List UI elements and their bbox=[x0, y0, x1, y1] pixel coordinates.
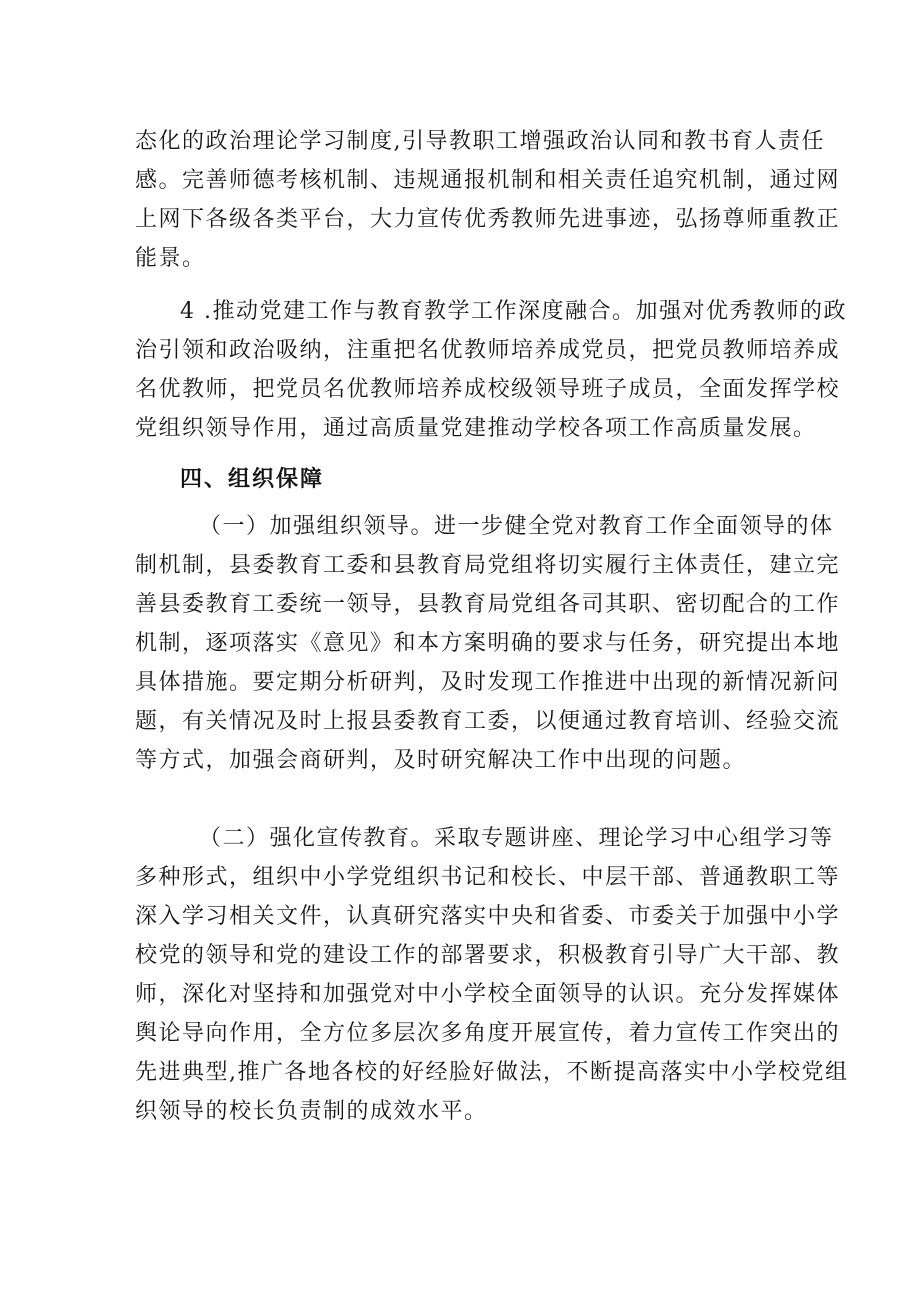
paragraph-line: 上网下各级各类平台，大力宣传优秀教师先进事迹，弘扬尊师重教正 bbox=[135, 207, 841, 232]
paragraph-line: 多种形式，组织中小学党组织书记和校长、中层干部、普通教职工等 bbox=[135, 865, 841, 890]
paragraph-line: 态化的政治理论学习制度,引导教职工增强政治认同和教书育人责任 bbox=[135, 129, 825, 154]
paragraph-line: 织领导的校长负责制的成效水平。 bbox=[135, 1099, 488, 1124]
paragraph-line: 能景。 bbox=[135, 246, 206, 271]
paragraph-line: 善县委教育工委统一领导，县教育局党组各司其职、密切配合的工作 bbox=[135, 592, 841, 617]
paragraph-line: （二）强化宣传教育。采取专题讲座、理论学习中心组学习等 bbox=[199, 826, 834, 851]
paragraph-line: 机制，逐项落实《意见》和本方案明确的要求与任务，研究提出本地 bbox=[135, 631, 841, 656]
paragraph-line: 党组织领导作用，通过高质量党建推动学校各项工作高质量发展。 bbox=[135, 416, 817, 441]
paragraph-line: 校党的领导和党的建设工作的部署要求，积极教育引导广大干部、教 bbox=[135, 943, 841, 968]
paragraph-line: 4 .推动党建工作与教育教学工作深度融合。加强对优秀教师的政 bbox=[180, 299, 847, 324]
paragraph-line: 名优教师，把党员名优教师培养成校级领导班子成员，全面发挥学校 bbox=[135, 377, 841, 402]
paragraph-line: 等方式，加强会商研判，及时研究解决工作中出现的问题。 bbox=[135, 748, 747, 773]
paragraph-line: 先进典型,推广各地各校的好经脸好做法，不断提高落实中小学校党组 bbox=[135, 1060, 849, 1085]
paragraph-line: （一）加强组织领导。进一步健全党对教育工作全面领导的体 bbox=[199, 514, 834, 539]
paragraph-line: 感。完善师德考核机制、违规通报机制和相关责任追究机制，通过网 bbox=[135, 168, 841, 193]
paragraph-line: 师，深化对坚持和加强党对中小学校全面领导的认识。充分发挥媒体 bbox=[135, 982, 841, 1007]
paragraph-line: 具体措施。要定期分析研判，及时发现工作推进中出现的新情况新问 bbox=[135, 670, 841, 695]
section-heading: 四、组织保障 bbox=[180, 467, 325, 492]
paragraph-line: 深入学习相关文件，认真研究落实中央和省委、市委关于加强中小学 bbox=[135, 904, 841, 929]
paragraph-line: 制机制，县委教育工委和县教育局党组将切实履行主体责任，建立完 bbox=[135, 553, 841, 578]
paragraph-line: 舆论导向作用，全方位多层次多角度开展宣传，着力宣传工作突出的 bbox=[135, 1021, 841, 1046]
paragraph-line: 题，有关情况及时上报县委教育工委，以便通过教育培训、经验交流 bbox=[135, 709, 841, 734]
paragraph-line: 治引领和政治吸纳，注重把名优教师培养成党员，把党员教师培养成 bbox=[135, 338, 841, 363]
